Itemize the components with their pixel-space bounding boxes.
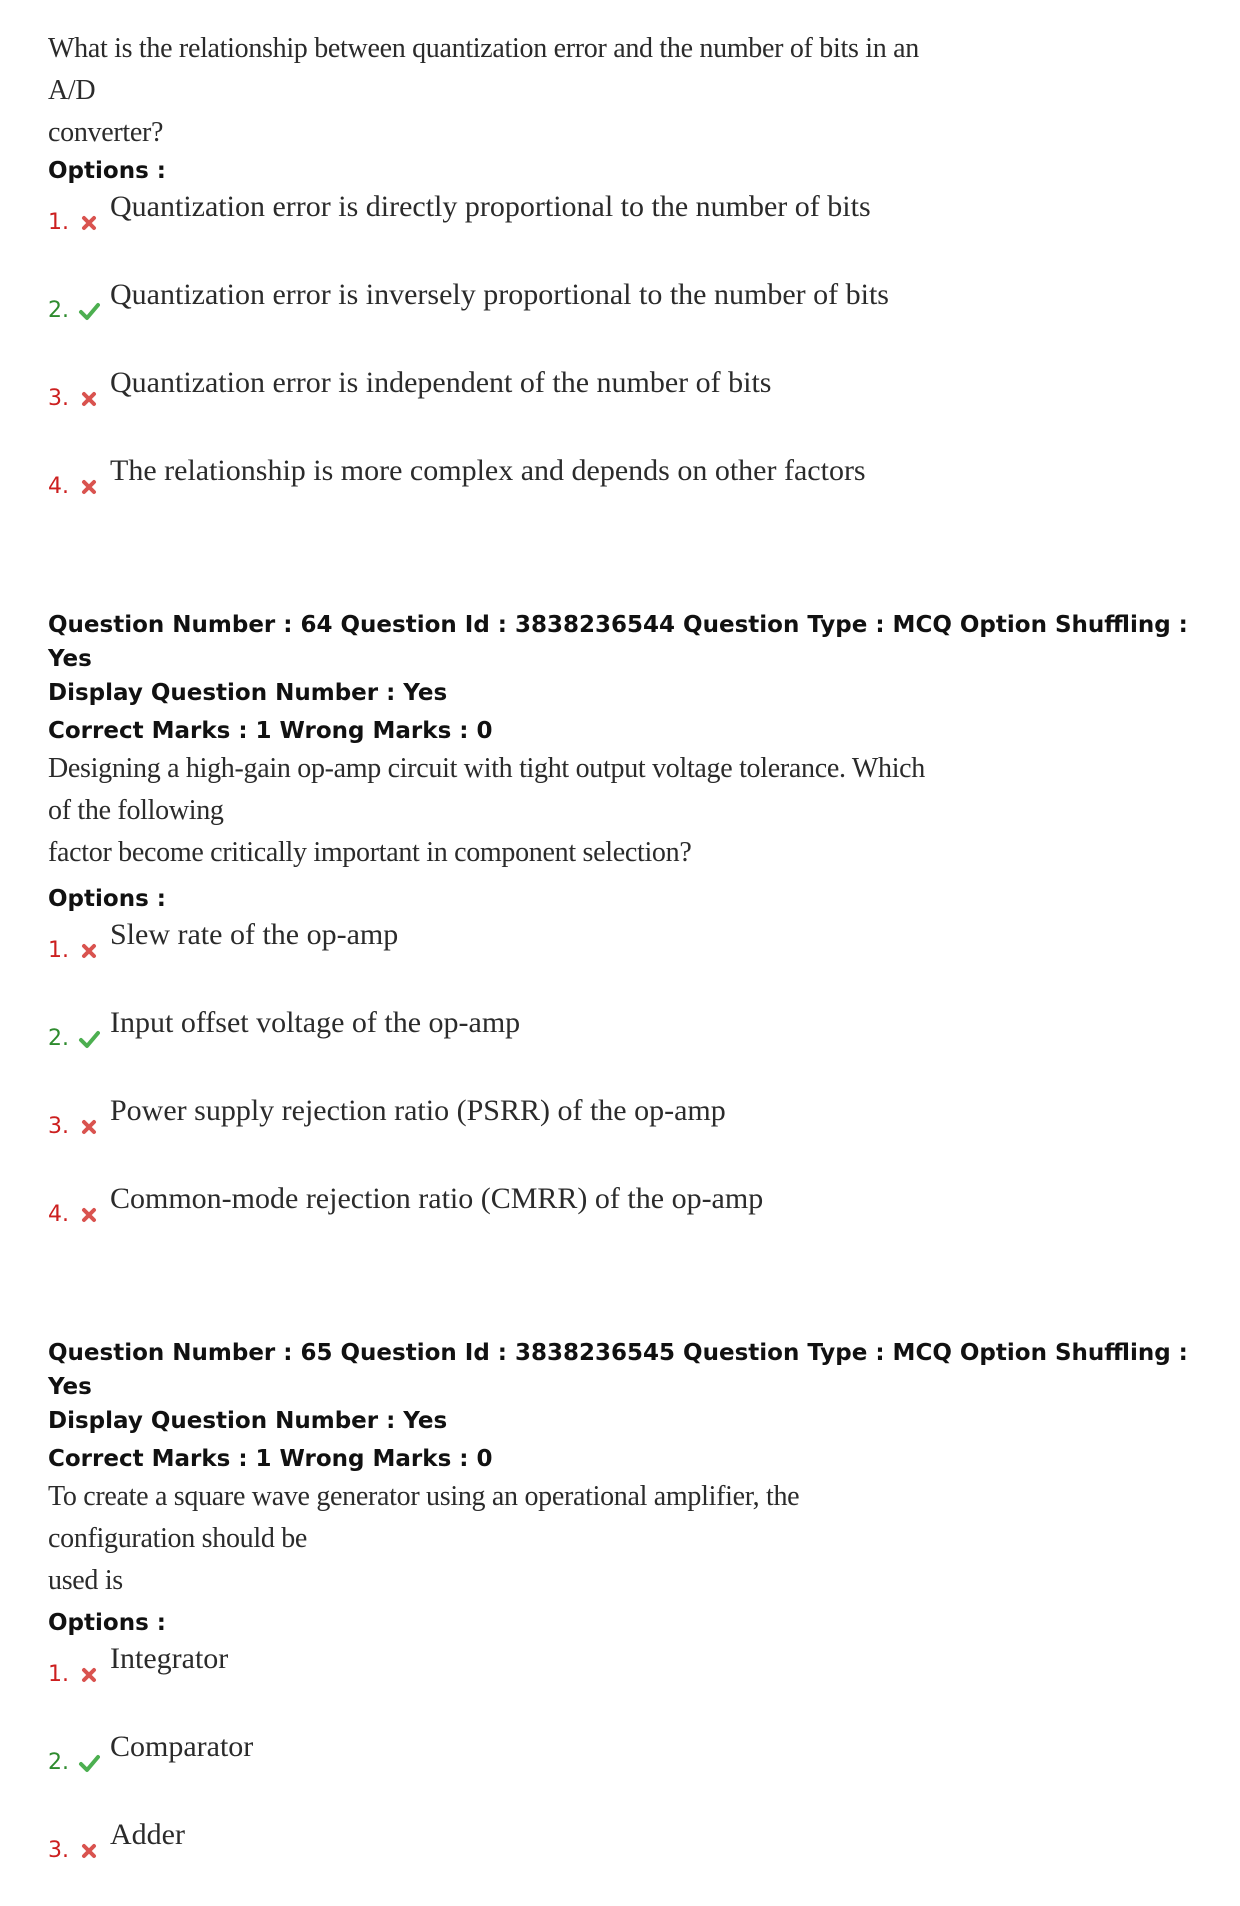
options-list <box>48 190 1208 542</box>
option-text: The relationship is more complex and depends on other factors <box>110 454 866 487</box>
option-text: Quantization error is inversely proportional to the number of bits <box>110 278 889 311</box>
question-meta-line-2: Display Question Number : Yes <box>48 680 448 706</box>
option-text: Quantization error is directly proportional to the number of bits <box>110 190 871 223</box>
cross-icon <box>78 474 100 498</box>
question-64 <box>48 608 1208 1270</box>
cross-icon <box>78 210 100 234</box>
option-text: Common-mode rejection ratio (CMRR) of the op-amp <box>110 1182 764 1215</box>
check-icon <box>78 1750 100 1774</box>
question-text-line-2: factor become critically important in component selection? <box>48 837 692 868</box>
options-list <box>48 918 1208 1270</box>
option-3 <box>48 366 1208 454</box>
option-1 <box>48 1642 1208 1730</box>
option-text: Adder <box>110 1818 185 1851</box>
question-63 <box>48 28 1208 542</box>
option-number: 3. <box>48 1114 69 1139</box>
option-number: 4. <box>48 1202 69 1227</box>
question-meta-line-1: Question Number : 64 Question Id : 3838236544 Question Type : MCQ Option Shuffling : Yes <box>48 612 1188 672</box>
question-paper-page <box>48 28 1208 1906</box>
option-number: 2. <box>48 298 69 323</box>
option-4 <box>48 1182 1208 1270</box>
option-text: Integrator <box>110 1642 229 1675</box>
question-text-line-2: used is <box>48 1565 123 1596</box>
option-number: 1. <box>48 938 69 963</box>
option-2 <box>48 1730 1208 1818</box>
option-number: 1. <box>48 210 69 235</box>
option-4 <box>48 454 1208 542</box>
question-text-line-1: What is the relationship between quantization error and the number of bits in an A/D <box>48 33 919 106</box>
question-text <box>48 28 948 154</box>
option-text: Slew rate of the op-amp <box>110 918 399 951</box>
question-marks: Correct Marks : 1 Wrong Marks : 0 <box>48 718 493 744</box>
cross-icon <box>78 386 100 410</box>
cross-icon <box>78 1838 100 1862</box>
cross-icon <box>78 1202 100 1226</box>
question-text-line-1: To create a square wave generator using an operational amplifier, the configuration should be <box>48 1481 800 1554</box>
question-meta-line-2: Display Question Number : Yes <box>48 1408 448 1434</box>
option-text: Power supply rejection ratio (PSRR) of the op-amp <box>110 1094 726 1127</box>
section-gap <box>48 542 1208 608</box>
question-65 <box>48 1336 1208 1906</box>
question-text-line-1: Designing a high-gain op-amp circuit with tight output voltage tolerance. Which of the following <box>48 753 926 826</box>
options-label: Options : <box>48 1610 166 1636</box>
option-number: 3. <box>48 1838 69 1863</box>
check-icon <box>78 1026 100 1050</box>
option-number: 2. <box>48 1026 69 1051</box>
option-number: 2. <box>48 1750 69 1775</box>
cross-icon <box>78 1662 100 1686</box>
options-list <box>48 1642 1208 1906</box>
question-text-line-2: converter? <box>48 117 164 148</box>
options-label: Options : <box>48 886 166 912</box>
option-text: Input offset voltage of the op-amp <box>110 1006 521 1039</box>
check-icon <box>78 298 100 322</box>
options-label: Options : <box>48 158 166 184</box>
option-number: 4. <box>48 474 69 499</box>
option-number: 1. <box>48 1662 69 1687</box>
section-gap <box>48 1270 1208 1336</box>
cross-icon <box>78 938 100 962</box>
option-2 <box>48 278 1208 366</box>
question-text <box>48 1476 948 1602</box>
option-text: Comparator <box>110 1730 254 1763</box>
option-1 <box>48 190 1208 278</box>
question-meta-line-1: Question Number : 65 Question Id : 3838236545 Question Type : MCQ Option Shuffling : Yes <box>48 1340 1188 1400</box>
option-1 <box>48 918 1208 1006</box>
option-text: Quantization error is independent of the number of bits <box>110 366 772 399</box>
question-marks: Correct Marks : 1 Wrong Marks : 0 <box>48 1446 493 1472</box>
cross-icon <box>78 1114 100 1138</box>
option-2 <box>48 1006 1208 1094</box>
option-3 <box>48 1818 1208 1906</box>
option-3 <box>48 1094 1208 1182</box>
option-number: 3. <box>48 386 69 411</box>
question-text <box>48 748 948 874</box>
